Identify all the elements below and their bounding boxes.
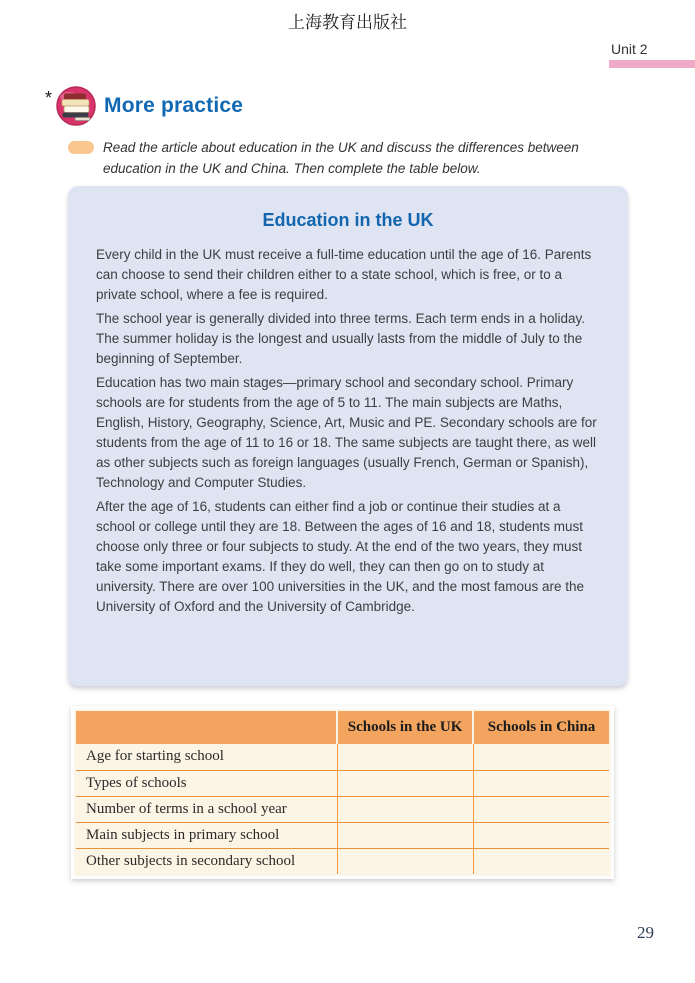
blank-cell-uk bbox=[337, 822, 473, 848]
blank-cell-china bbox=[473, 770, 609, 796]
blank-cell-china bbox=[473, 822, 609, 848]
comparison-table bbox=[76, 711, 609, 874]
table-header-row bbox=[76, 711, 609, 744]
section-title: More practice bbox=[104, 94, 244, 117]
table-row bbox=[76, 744, 609, 770]
article-paragraph: Education has two main stages—primary school and secondary school. Primary schools are for students from the age of 5 to 11. The main subjects are Maths, English, History, Geography, Science, Art, Music and PE. Secondary schools are for students from the age of 11 to 16 or 18. The same subjects are taught there, as well as other subjects such as foreign languages (usually French, German or Spanish), Technology and Computer Studies. bbox=[96, 375, 597, 490]
unit-pink-bar bbox=[609, 60, 695, 68]
table-row bbox=[76, 822, 609, 848]
table-row bbox=[76, 796, 609, 822]
table-header-empty bbox=[76, 711, 337, 744]
table-header-china: Schools in China bbox=[473, 711, 609, 744]
blank-cell-uk bbox=[337, 796, 473, 822]
blank-cell-china bbox=[473, 796, 609, 822]
row-label: Number of terms in a school year bbox=[76, 796, 337, 822]
table-row bbox=[76, 848, 609, 874]
page-number: 29 bbox=[637, 923, 654, 942]
article-paragraph: Every child in the UK must receive a full-time education until the age of 16. Parents can choose to send their children either to a state school, which is free, or to a private school, where a fee is required. bbox=[96, 247, 592, 302]
row-label: Main subjects in primary school bbox=[76, 822, 337, 848]
blank-cell-uk bbox=[337, 848, 473, 874]
comparison-table-card bbox=[71, 706, 614, 879]
unit-label: Unit 2 bbox=[611, 41, 648, 57]
instruction-row bbox=[68, 137, 596, 179]
blank-cell-china bbox=[473, 848, 609, 874]
asterisk-marker: * bbox=[45, 88, 53, 108]
article-box bbox=[68, 186, 628, 686]
blank-cell-china bbox=[473, 744, 609, 770]
article-paragraph: The school year is generally divided into three terms. Each term ends in a holiday. The summer holiday is the longest and usually lasts from the middle of July to the beginning of September. bbox=[96, 311, 585, 366]
unit-tab bbox=[609, 41, 695, 68]
blank-cell-uk bbox=[337, 770, 473, 796]
row-label: Age for starting school bbox=[76, 744, 337, 770]
publisher-title: 上海教育出版社 bbox=[288, 13, 407, 32]
blank-cell-uk bbox=[337, 744, 473, 770]
article-title: Education in the UK bbox=[262, 210, 434, 230]
books-stack-icon bbox=[55, 86, 97, 126]
row-label: Types of schools bbox=[76, 770, 337, 796]
table-header-uk: Schools in the UK bbox=[337, 711, 473, 744]
article-paragraph: After the age of 16, students can either find a job or continue their studies at a school or college until they are 18. Between the ages of 16 and 18, students must choose only three or four subjects to study. At the end of the two years, they must take some important exams. If they do well, they can then go on to study at university. There are over 100 universities in the UK, and the most famous are the University of Oxford and the University of Cambridge. bbox=[96, 499, 584, 614]
section-heading bbox=[45, 86, 243, 126]
table-row bbox=[76, 770, 609, 796]
instruction-text: Read the article about education in the UK and discuss the differences between education in the UK and China. Then complete the table below. bbox=[103, 140, 579, 176]
row-label: Other subjects in secondary school bbox=[76, 848, 337, 874]
instruction-pill-icon bbox=[68, 141, 94, 154]
